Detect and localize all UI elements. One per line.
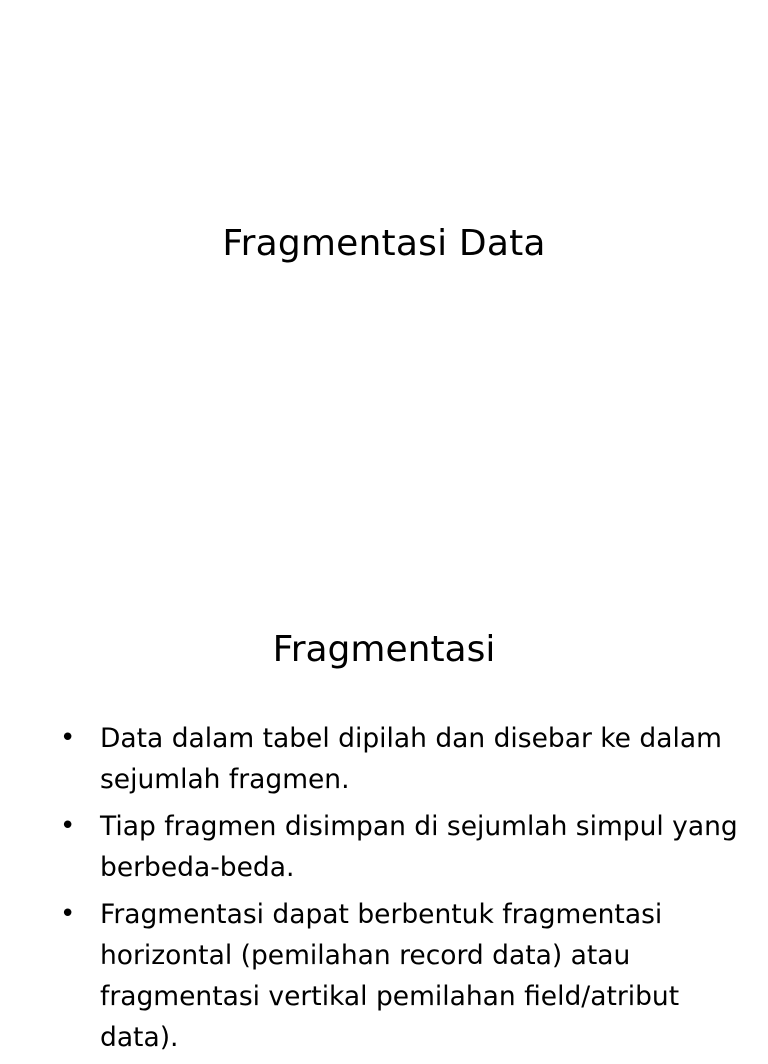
bullet-icon: • — [60, 899, 76, 929]
slide-title: Fragmentasi — [272, 629, 496, 670]
bullet-list — [58, 718, 738, 1064]
bullet-icon: • — [60, 723, 76, 753]
list-item — [58, 894, 738, 1058]
bullet-text: Fragmentasi dapat berbentuk fragmentasi horizontal (pemilahan record data) atau fragmentasi vertikal pemilahan field/atribut data). — [100, 899, 680, 1053]
slide-title: Fragmentasi Data — [222, 223, 546, 264]
bullet-text: Data dalam tabel dipilah dan disebar ke dalam sejumlah fragmen. — [100, 723, 722, 795]
list-item — [58, 806, 738, 888]
bullet-icon: • — [60, 811, 76, 841]
list-item — [58, 718, 738, 800]
bullet-text: Tiap fragmen disimpan di sejumlah simpul yang berbeda-beda. — [100, 811, 738, 883]
slide-2 — [0, 576, 768, 1053]
